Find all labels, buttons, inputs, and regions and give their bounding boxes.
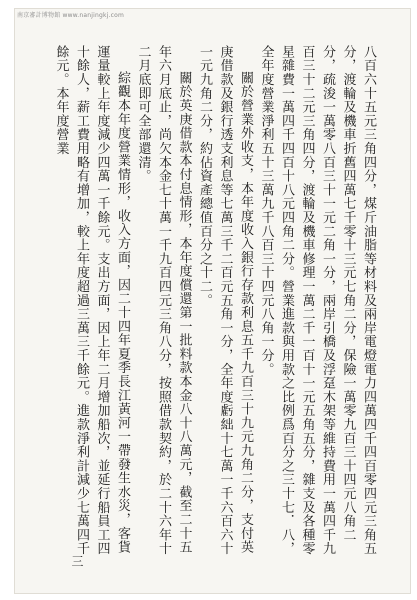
page-number: 三 (70, 555, 84, 567)
paragraph: 關於英庚借款本付息情形，本年度償還第一批料款本金八十八萬元，截至二十五年六月底止，尚欠本金七十萬一千九百四元三角八分，按照借款契約，於二十六年十二月底即可全部還清。 (135, 45, 192, 556)
paragraph: 綜觀本年度營業情形，收入方面，因二十四年夏季長江黃河一帶發生水災，客貨運量較上年度減少四萬一千餘元。支出方面，因上年二月增加船次，並延行船員工四十餘人，薪工費用略有增加，較上年度超過三萬三千餘元。進款淨利計減少七萬四千餘元。本年度營業 (53, 45, 130, 556)
paragraph: 八百六十五元三角四分，煤斤油脂等材料及兩岸電燈電力四萬四千四百零四元三角五分，渡輪及機車折舊四萬七千零十三元七角二分，保險一萬零九百三十四元八角二分，疏浚一萬零八百三十一元二角一分，兩岸引橋及浮趸木架等維持費用一萬四千九百三十二元三角四分，渡輪及機車修理一萬二千一百十一元五角五分，雜支及各種零星雜費一萬四千四百十八元四角二分。營業進款與用款之比例爲百分之三十七．八，全年度營業淨利五十三萬九千八百三十四元八角一分。 (258, 45, 376, 556)
body-text (38, 45, 378, 565)
document-page (14, 8, 411, 594)
watermark: 南京審計博物館 www.nanjingkj.com (17, 12, 125, 19)
paragraph: 關於營業外收支，本年度收入銀行存款利息五千九百三十九元九角二分，支付英庚借款及銀行透支利息等七萬三千二百元五角一分，全年度虧絀十七萬一千六百六十一元九角二分，約佔資產總值百分之十二。 (197, 45, 253, 556)
